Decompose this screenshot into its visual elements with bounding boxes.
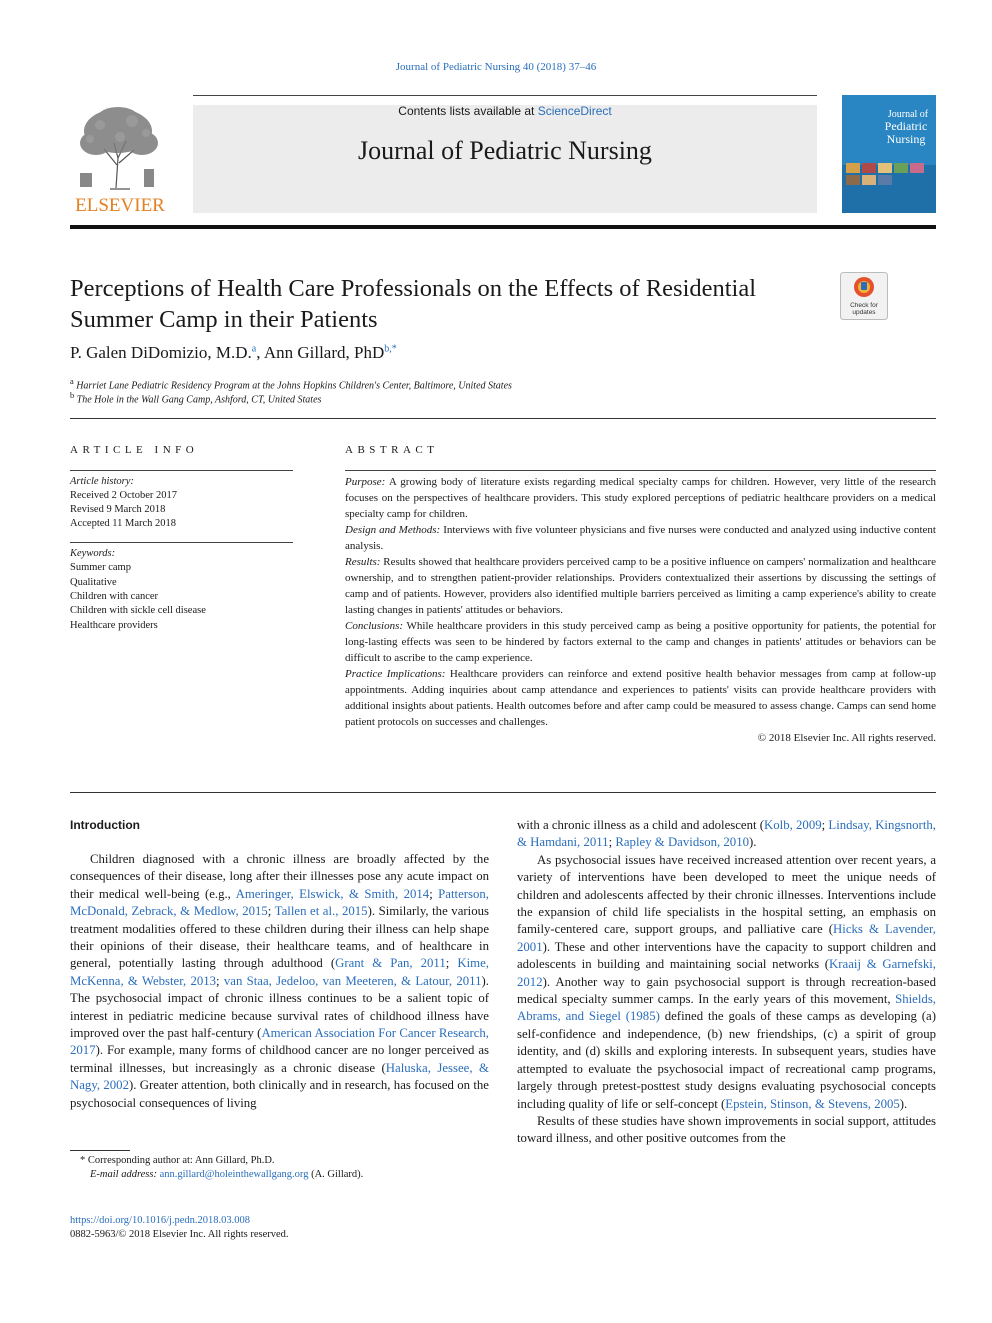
citation-link[interactable]: Hicks & Lavender, 2001 (517, 922, 936, 954)
abstract-body (345, 474, 936, 746)
paragraph-text: ; (445, 956, 458, 971)
header-rule (70, 225, 936, 229)
paragraph-text: ). Similarly, the various treatment modalities offered to these children during their illness can help shape their opinions of their disease, their healthcare teams, and of healthcare in general, potentially lasting through adulthood ( (70, 904, 489, 971)
keyword: Summer camp (70, 562, 131, 573)
keyword: Children with cancer (70, 591, 159, 602)
keywords-rule (70, 542, 293, 543)
paragraph-text: ; (267, 904, 275, 919)
header-top-rule (193, 95, 817, 96)
journal-cover[interactable] (842, 95, 936, 213)
abstract-design (345, 522, 936, 554)
affiliation-text: Harriet Lane Pediatric Residency Program at the Johns Hopkins Children's Center, Baltimore, United States (76, 380, 512, 392)
journal-reference[interactable]: Journal of Pediatric Nursing 40 (2018) 37–46 (395, 61, 597, 73)
author-separator: , (256, 343, 264, 362)
corresponding-author-note (80, 1154, 275, 1168)
sciencedirect-link[interactable]: ScienceDirect (537, 104, 612, 118)
abstract-heading: ABSTRACT (345, 444, 439, 456)
body-rule (70, 792, 936, 793)
history-accepted: Accepted 11 March 2018 (70, 518, 177, 529)
paragraph-text: with a chronic illness as a child and adolescent ( (517, 818, 765, 832)
abstract-section-label: Conclusions: (345, 620, 404, 632)
paragraph-text: ; (608, 835, 616, 850)
paragraph-text: ; (216, 973, 224, 988)
abstract-section-text: Results showed that healthcare providers perceived camp to be a positive influence on campers' normalization and healthcare ownership, and to strengthen patient-provider relationships. Providers contextualized their assertions by discussing the settings of camp and of patients. However, providers also identified multiple barriers perceived as limiting a camp experience's ability to create lasting changes in patients' attitudes or behaviors. (345, 556, 936, 616)
keyword: Qualitative (70, 577, 117, 588)
doi-link[interactable]: https://doi.org/10.1016/j.pedn.2018.03.008 (70, 1215, 251, 1226)
abstract-section-label: Practice Implications: (345, 668, 446, 680)
intro-paragraph (517, 852, 936, 1113)
paragraph-text: ). (899, 1096, 908, 1111)
citation-link[interactable]: Kraaij & Garnefski, 2012 (517, 957, 937, 989)
citation-link[interactable]: Haluska, Jessee, & Nagy, 2002 (70, 1060, 489, 1093)
article-history-label: Article history: (70, 476, 134, 487)
intro-paragraph (517, 1113, 936, 1148)
author-list (70, 343, 397, 363)
citation-link[interactable]: Shields, Abrams, and Siegel (1985) (517, 992, 936, 1024)
check-for-updates-badge[interactable] (840, 272, 888, 320)
citation-link[interactable]: Lindsay, Kingsnorth, & Hamdani, 2011 (517, 818, 936, 850)
contents-line (193, 104, 817, 118)
affiliation-marker: b (70, 391, 75, 400)
paragraph-text: ). The psychosocial impact of chronic illness continues to be a salient topic of interest in pediatric medicine because survival rates of childhood illness have improved over the past half-century ( (70, 973, 489, 1041)
affiliation-marker: a (70, 377, 74, 386)
paragraph-text: ). These and other interventions have the capacity to support children and adolescents in building and maintaining social networks ( (517, 939, 936, 972)
paragraph-text: As psychosocial issues have received increased attention over recent years, a variety of interventions have been developed to meet the unique needs of children and adolescents affected by their chronic illnesses. Interventions include the expansion of child life specialists in the hospital setting, an emphasis on family-centered care, support groups, and palliative care ( (517, 852, 936, 937)
introduction-heading: Introduction (70, 818, 140, 832)
journal-name: Journal of Pediatric Nursing (358, 136, 652, 165)
paragraph-text: ; (429, 886, 439, 901)
author-name: P. Galen DiDomizio, M.D. (70, 343, 252, 362)
abstract-section-label: Design and Methods: (345, 524, 441, 536)
keyword: Healthcare providers (70, 620, 158, 631)
corresponding-author-text: Corresponding author at: Ann Gillard, Ph.D. (85, 1155, 275, 1166)
contents-prefix: Contents lists available at (398, 104, 538, 118)
affiliation (70, 391, 321, 405)
citation-link[interactable]: Kime, McKenna, & Webster, 2013 (70, 956, 489, 988)
paragraph-text: ). Greater attention, both clinically and in research, has focused on the psychosocial consequences of living (70, 1078, 489, 1110)
citation-link[interactable]: Patterson, McDonald, Zebrack, & Medlow, 2015 (70, 886, 489, 919)
citation-link[interactable]: Rapley & Davidson, 2010 (615, 835, 749, 850)
issn-line: 0882-5963/© 2018 Elsevier Inc. All rights reserved. (70, 1229, 289, 1240)
email-label: E-mail address: (90, 1169, 157, 1180)
elsevier-tree-icon (70, 103, 170, 215)
history-revised: Revised 9 March 2018 (70, 504, 166, 515)
abstract-section-text: A growing body of literature exists regarding medical specialty camps for children. However, very little of the research focuses on the perspectives of healthcare providers. This study explored perceptions of pediatric healthcare providers on a medical specialty camp for children. (345, 476, 936, 520)
cover-title-1: Journal of (887, 109, 929, 120)
paragraph-text: Children diagnosed with a chronic illness are broadly affected by the consequences of their disease, long after their illnesses pose any acute impact on their medical well-being (e.g., (70, 852, 489, 901)
paragraph-text: ). Another way to gain psychosocial support is through recreation-based medical specialty summer camps. In the early years of this movement, (517, 974, 936, 1007)
abstract-results (345, 554, 936, 618)
email-link[interactable]: ann.gillard@holeinthewallgang.org (159, 1169, 309, 1180)
abstract-conclusions (345, 618, 936, 666)
journal-cover-image (842, 95, 936, 213)
affiliation-rule (70, 418, 936, 419)
citation-link[interactable]: American Association For Cancer Research, 2017 (70, 1026, 489, 1058)
email-note (90, 1168, 363, 1182)
citation-link[interactable]: Ameringer, Elswick, & Smith, 2014 (235, 886, 430, 901)
elsevier-wordmark: ELSEVIER (75, 195, 165, 215)
abstract-section-text: Interviews with five volunteer physicians and five nurses were conducted and analyzed using inductive content analysis. (345, 524, 936, 552)
cover-title-2: Pediatric (884, 119, 928, 133)
check-for-updates-icon (840, 272, 888, 320)
citation-link[interactable]: van Staa, Jedeloo, van Meeteren, & Latour, 2011 (223, 973, 482, 988)
author-name: Ann Gillard, PhD (263, 343, 385, 362)
abstract-section-text: While healthcare providers in this study perceived camp as being a positive opportunity for patients, the potential for long-lasting effects was seen to be hindered by factors external to the camp and changes in patients' attitudes or behaviors can be difficult to ascribe to the camp experience. (345, 620, 936, 664)
intro-paragraph (70, 851, 489, 1112)
check-for-updates-text-2: updates (852, 309, 876, 316)
email-suffix: (A. Gillard). (308, 1169, 364, 1180)
body-column-left (70, 851, 489, 1112)
history-received: Received 2 October 2017 (70, 490, 178, 501)
affiliation (70, 377, 512, 391)
paragraph-text: ). (749, 835, 757, 850)
abstract-rule (345, 470, 936, 471)
elsevier-logo[interactable] (70, 103, 170, 215)
keyword: Children with sickle cell disease (70, 605, 206, 616)
body-column-right (517, 817, 936, 1148)
article-info-heading: ARTICLE INFO (70, 444, 199, 456)
affiliation-text: The Hole in the Wall Gang Camp, Ashford, CT, United States (76, 394, 322, 406)
paragraph-text: defined the goals of these camps as developing (a) self-confidence and independence, (b) new friendships, (c) a spirit of group identity, and (d) skills and exploring interests. In subsequent years, studies have attempted to evaluate the psychosocial impact of recreational camp programs, largely through pretest-posttest study designs evaluating psychosocial concepts including quality of life or self-concept ( (517, 1009, 936, 1111)
abstract-copyright: © 2018 Elsevier Inc. All rights reserved. (757, 732, 936, 744)
abstract-section-label: Results: (345, 556, 381, 568)
abstract-section-label: Purpose: (345, 476, 386, 488)
footnote-star: * (80, 1155, 86, 1166)
article-title: Perceptions of Health Care Professionals on the Effects of Residential Summer Camp in their Patients (70, 275, 757, 333)
author-affil-marker[interactable]: b,* (384, 343, 397, 355)
paragraph-text: ). For example, many forms of childhood cancer are no longer perceived as terminal illnesses, but increasingly as a chronic disease ( (70, 1043, 489, 1075)
footnote-rule (70, 1150, 130, 1151)
citation-link[interactable]: Grant & Pan, 2011 (335, 956, 446, 971)
citation-link[interactable]: Kolb, 2009 (764, 818, 822, 832)
abstract-section-text: Healthcare providers can reinforce and extend positive health behavior messages from camp at follow-up appointments. Adding inquiries about camp attendance and experiences to patients' visits can provide healthcare providers with additional insights about patients. Health outcomes before and after camp could be measured to assess change. Camps can send home patient protocols on successes and challenges. (345, 668, 936, 728)
abstract-purpose (345, 474, 936, 522)
keywords-label: Keywords: (70, 548, 116, 559)
article-info-rule (70, 470, 293, 471)
paragraph-text: Results of these studies have shown improvements in social support, attitudes toward illness, and other positive outcomes from the (517, 1113, 936, 1146)
abstract-practice (345, 666, 936, 730)
paragraph-text: ; (821, 818, 829, 832)
citation-link[interactable]: Epstein, Stinson, & Stevens, 2005 (725, 1096, 900, 1111)
check-for-updates-text-1: Check for (850, 302, 878, 309)
citation-link[interactable]: Tallen et al., 2015 (274, 904, 368, 919)
author-affil-marker[interactable]: a (251, 343, 257, 355)
cover-title-3: Nursing (886, 132, 926, 146)
intro-paragraph (517, 817, 936, 852)
